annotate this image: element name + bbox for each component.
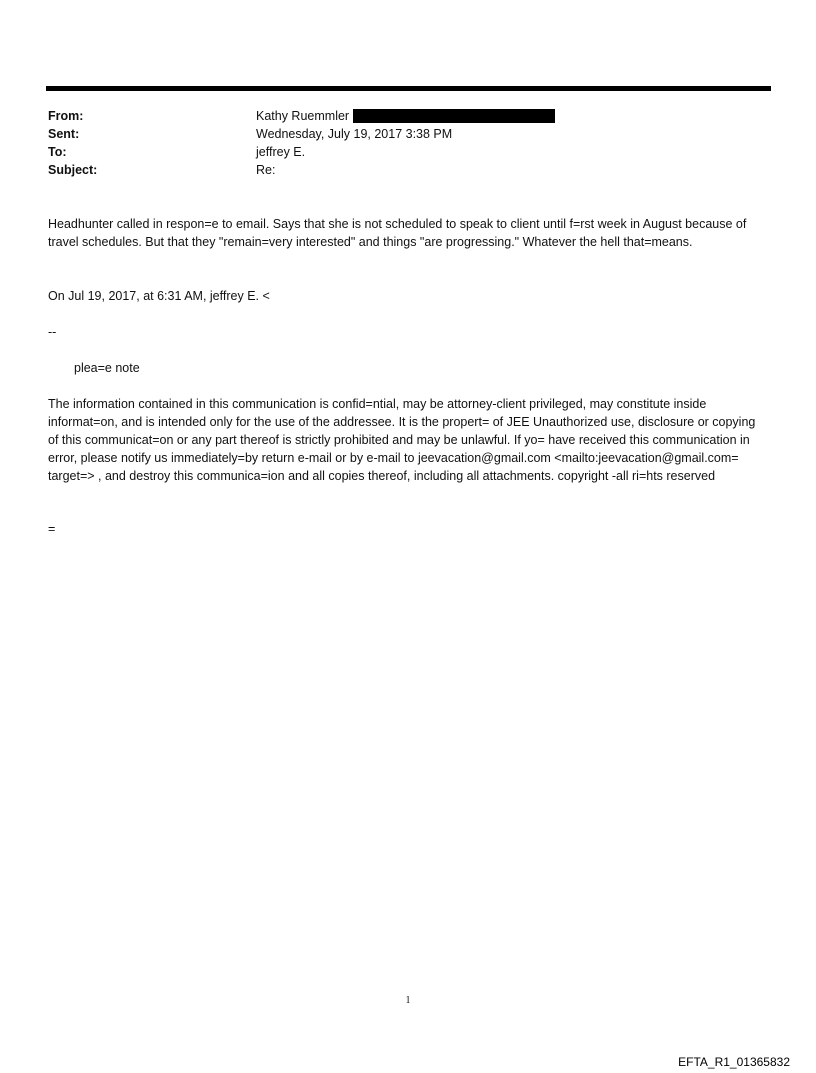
- from-value: [256, 107, 555, 125]
- trailing-character: =: [48, 522, 56, 536]
- to-value: jeffrey E.: [256, 145, 306, 159]
- header-divider-rule: [46, 86, 771, 91]
- to-row: [48, 143, 748, 161]
- email-header: [48, 107, 748, 179]
- sent-value: Wednesday, July 19, 2017 3:38 PM: [256, 127, 453, 141]
- from-row: [48, 107, 748, 125]
- confidentiality-disclaimer: The information contained in this communication is confid=ntial, may be attorney-client privileged, may constitute inside informat=on, and is intended only for the use of the addressee. It is the propert= of JEE Unauthorized use, disclosure or copying of this communicat=on or any part thereof is strictly prohibited and may be unlawful. If yo= have received this communication in error, please notify us immediately=by return e-mail or by e-mail to jeevacation@gmail.com <mailto:jeevacation@gmail.com= target=> , and destroy this communica=ion and all copies thereof, including all attachments. copyright -all ri=hts reserved: [48, 397, 756, 483]
- bates-number: EFTA_R1_01365832: [678, 1055, 790, 1069]
- from-label: From:: [48, 109, 84, 123]
- sent-label: Sent:: [48, 127, 80, 141]
- to-label: To:: [48, 145, 67, 159]
- note-line: plea=e note: [74, 361, 140, 375]
- page-number: 1: [405, 995, 411, 1006]
- subject-value: Re:: [256, 163, 276, 177]
- subject-label: Subject:: [48, 163, 98, 177]
- subject-row: [48, 161, 748, 179]
- quoted-message-header: On Jul 19, 2017, at 6:31 AM, jeffrey E. <: [48, 289, 270, 303]
- from-name: Kathy Ruemmler: [256, 109, 350, 123]
- signature-separator: --: [48, 325, 57, 339]
- message-paragraph: Headhunter called in respon=e to email. Says that she is not scheduled to speak to client until f=rst week in August because of travel schedules. But that they "remain=very interested" and things "are progressing." Whatever the hell that=means.: [48, 217, 747, 249]
- redaction-box: [353, 109, 555, 123]
- sent-row: [48, 125, 748, 143]
